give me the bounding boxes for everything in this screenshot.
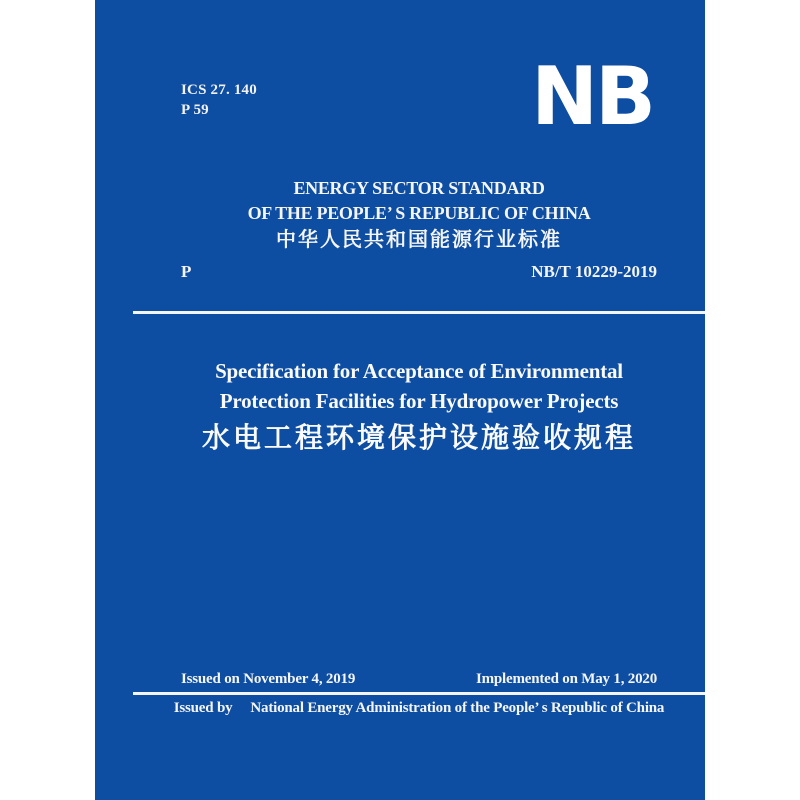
implemented-date: Implemented on May 1, 2020 — [475, 671, 657, 687]
standard-cover — [95, 0, 705, 800]
title-english-line2: Protection Facilities for Hydropower Projects — [219, 389, 619, 413]
issued-by-label: Issued by — [173, 700, 233, 716]
bottom-divider-rule — [133, 692, 705, 695]
issuer-name: National Energy Administration of the People’ s Republic of China — [250, 700, 665, 716]
organization-heading — [133, 176, 705, 252]
title-block — [133, 356, 705, 458]
nb-logo: NB — [531, 50, 653, 143]
standard-number: NB/T 10229-2019 — [531, 262, 657, 281]
class-letter: P — [181, 262, 192, 281]
title-chinese: 水电工程环境保护设施验收规程 — [201, 421, 636, 454]
org-heading-chinese: 中华人民共和国能源行业标准 — [276, 227, 562, 251]
ics-classification-block — [181, 80, 257, 120]
standard-number-row — [133, 260, 705, 284]
top-divider-rule — [133, 311, 705, 314]
issued-date: Issued on November 4, 2019 — [181, 671, 356, 687]
dates-row — [133, 668, 705, 690]
title-english-line1: Specification for Acceptance of Environmental — [215, 359, 623, 383]
org-heading-line1: ENERGY SECTOR STANDARD — [293, 178, 545, 198]
cover-content — [133, 0, 705, 800]
doc-class-code: P 59 — [181, 102, 209, 118]
org-heading-line2: OF THE PEOPLE’ S REPUBLIC OF CHINA — [247, 203, 591, 223]
issuer-row — [133, 697, 705, 719]
ics-code: ICS 27. 140 — [181, 82, 257, 98]
